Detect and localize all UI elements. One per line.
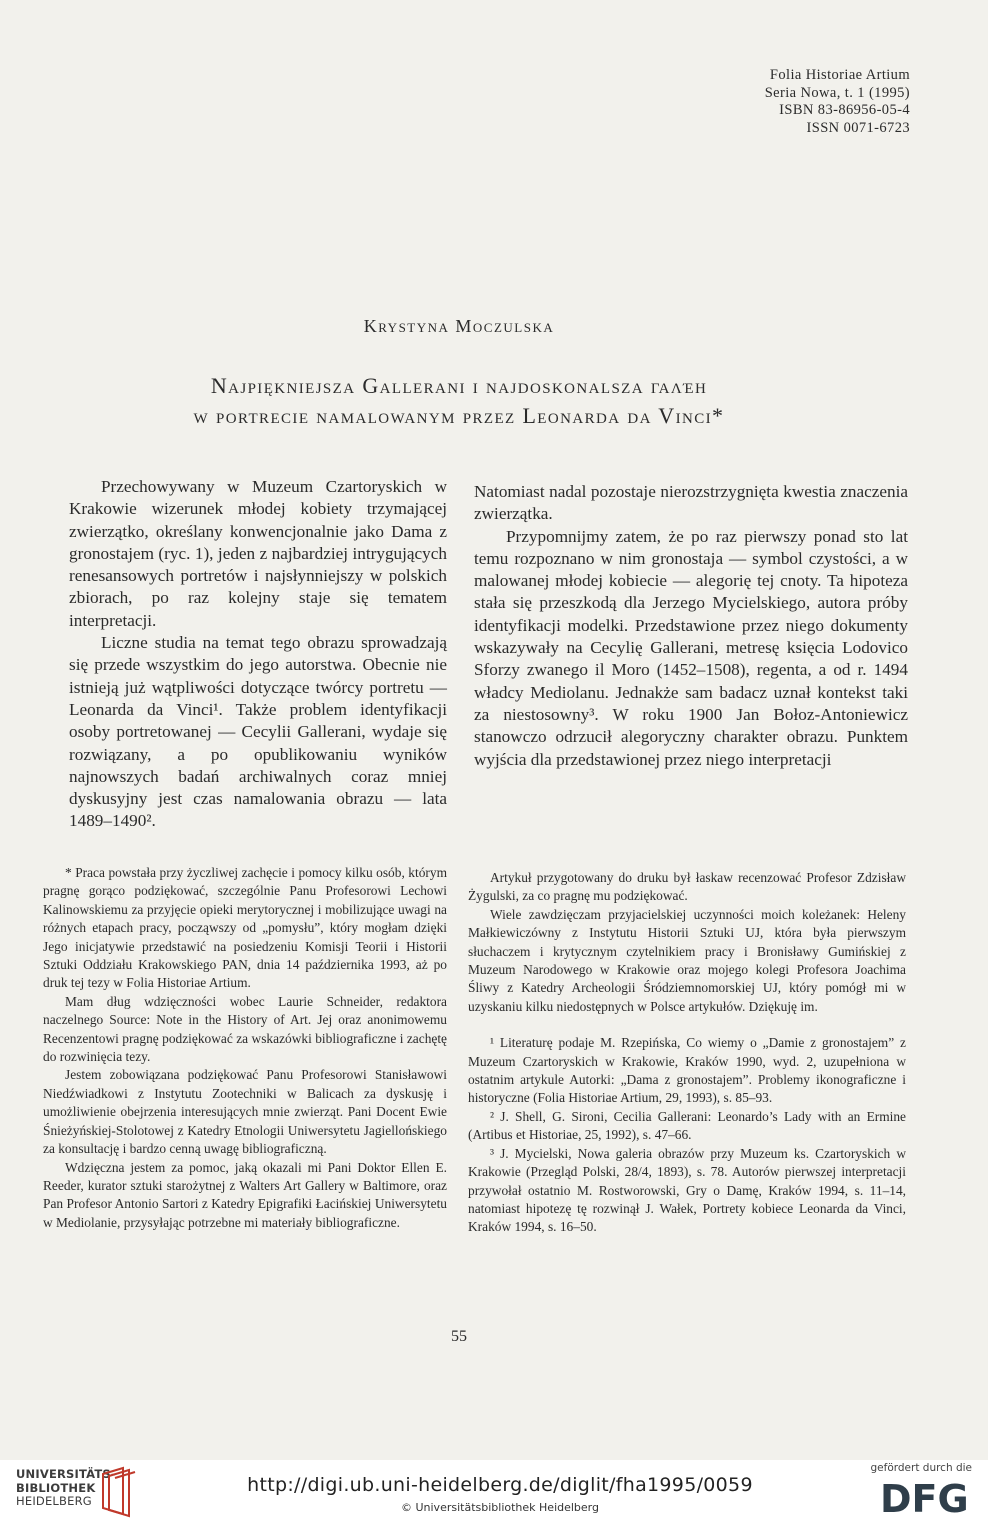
footnote-paragraph: * Praca powstała przy życzliwej zachęcie i pomocy kilku osób, którym pragnę gorąco podziękować, szczególnie Panu Profesorowi Lechowi Kalinowskiemu za przyjęcie opieki merytorycznej i mobilizujące uwagi na różnych etapach pracy, począwszy od „pomysłu”, który mogłam dzięki Jego inicjatywie przedstawić na posiedzeniu Komisji Teorii i Historii Sztuki Oddziału Krakowskiego PAN, dnia 14 października 1993, aż po druk tej tezy w Folia Historiae Artium. — [43, 865, 447, 991]
journal-series: Seria Nowa, t. 1 (1995) — [764, 84, 910, 101]
journal-info — [765, 67, 910, 137]
footnote-divider — [468, 1016, 906, 1034]
footnotes-right — [468, 869, 906, 1237]
copyright-notice: © Universitätsbibliothek Heidelberg — [400, 1501, 599, 1514]
library-logo-icon — [99, 1464, 143, 1518]
body-paragraph: Przypomnijmy zatem, że po raz pierwszy ponad sto lat temu rozpoznano w nim gronostaja — symbol czystości, a w malowanej młodej kobiecie — alegorię tej cnoty. Ta hipoteza stała się przeszkodą dla Jerzego Mycielskiego, autora próby identyfikacji modelki. Przedstawione przez niego dokumenty wskazywały na Cecylię Gallerani, metresę księcia Lodovico Sforzy zwanego il Moro (1452–1508), regenta, a od r. 1494 władcy Mediolanu. Jednakże sam badacz uznał kontekst taki za niestosowny³. W roku 1900 Jan Bołoz-Antoniewicz stanowczo odrzucił alegoryczny charakter obrazu. Punktem wyjścia dla przedstawionej przez niego interpretacji — [474, 526, 908, 769]
footnote-paragraph: Wdzięczna jestem za pomoc, jaką okazali mi Pani Doktor Ellen E. Reeder, kurator sztuki starożytnej z Walters Art Gallery w Baltimore, oraz Pan Profesor Antonio Sartori z Katedry Epigrafiki Łacińskiej Uniwersytetu w Mediolanie, przysyłając potrzebne mi materiały bibliograficzne. — [43, 1159, 447, 1230]
footnote-paragraph: Jestem zobowiązana podziękować Panu Profesorowi Stanisławowi Niedźwiadkowi z Instytutu Zootechniki w Balicach za dyskusję i umożliwienie obejrzenia interesujących mnie zwierząt. Pani Docent Ewie Śnieżyńskiej-Stolotowej z Katedry Etnologii Uniwersytetu Jagiellońskiego za konsultację i bardzo cenną uwagę bibliograficzną. — [43, 1067, 447, 1157]
library-name-line: UNIVERSITÄTS- — [16, 1467, 116, 1481]
body-paragraph: Przechowywany w Muzeum Czartoryskich w Krakowie wizerunek młodej kobiety trzymającej zwierzątko, określany konwencjonalnie jako Dama z gronostajem (ryc. 1), jeden z najbardziej intrygujących renesansowych portretów i najsłynniejszy w polskich zbiorach, po raz kolejny staje się tematem interpretacji. — [69, 477, 447, 630]
article-author: Krystyna Moczulska — [363, 316, 555, 336]
journal-isbn: ISBN 83-86956-05-4 — [779, 102, 910, 118]
page-number: 55 — [451, 1328, 467, 1345]
footnote-paragraph: ³ J. Mycielski, Nowa galeria obrazów przy Muzeum ks. Czartoryskich w Krakowie (Przegląd Polski, 28/4, 1893), s. 78. Autorów pierwszej interpretacji przywołał ostatnio M. Rostworowski, Gry o Damę, Kraków 1994, s. 11–14, natomiast hipotezę tę rozwinął J. Wałek, Portrety kobiece Leonarda da Vinci, Kraków 1994, s. 16–50. — [468, 1145, 906, 1235]
library-name-line: BIBLIOTHEK — [16, 1480, 96, 1495]
body-paragraph: Liczne studia na temat tego obrazu sprowadzają się przede wszystkim do jego autorstwa. Obecnie nie istnieją już wątpliwości dotyczące twórcy portretu — Leonarda da Vinci¹. Także problem identyfikacji osoby portretowanej — Cecylii Gallerani, wydaje się rozwiązany, a po opublikowaniu wyników najnowszych badań archiwalnych coraz mniej dyskusyjny jest czas namalowania obrazu — lata 1489–1490². — [69, 633, 447, 831]
footnote-paragraph: Artykuł przygotowany do druku był łaskaw recenzować Profesor Zdzisław Żygulski, za co pragnę mu podziękować. — [468, 870, 906, 904]
journal-name: Folia Historiae Artium — [769, 67, 910, 83]
title-line-2: w portrecie namalowanym przez Leonarda da Vinci* — [193, 403, 725, 428]
footnote-paragraph: Wiele zawdzięczam przyjacielskiej uczynności moich koleżanek: Heleny Małkiewiczówny z Instytutu Historii Sztuki UJ, która była pierwszym słuchaczem i krytycznym czytelnikiem pracy i Bronisławy Gumińskiej z Muzeum Narodowego w Krakowie oraz mojego kolegi Profesora Joachima Śliwy z Katedry Archeologii Śródziemnomorskiej UJ, który pomógł mi w uzyskaniu kilku niedostępnych w Polsce artykułów. Dziękuję im. — [468, 906, 906, 1014]
article-title — [0, 371, 918, 431]
footnote-paragraph: ¹ Literaturę podaje M. Rzepińska, Co wiemy o „Damie z gronostajem” z Muzeum Czartoryskich w Krakowie, Kraków 1990, wyd. 2, uzupełniona w ostatnim artykule Autorki: „Dama z gronostajem”. Problemy ikonograficzne i historyczne (Folia Historiae Artium, 29, 1993), s. 85–93. — [468, 1035, 906, 1106]
footnotes-left — [43, 864, 447, 1232]
body-column-right — [474, 481, 908, 771]
permalink-url[interactable]: http://digi.ub.uni-heidelberg.de/diglit/fha1995/0059 — [247, 1474, 753, 1496]
footnote-paragraph: ² J. Shell, G. Sironi, Cecilia Gallerani: Leonardo’s Lady with an Ermine (Artibus et Historiae, 25, 1992), s. 47–66. — [468, 1108, 906, 1143]
body-paragraph: Natomiast nadal pozostaje nierozstrzygnięta kwestia znaczenia zwierzątka. — [474, 482, 908, 524]
footnote-paragraph: Mam dług wdzięczności wobec Laurie Schneider, redaktora naczelnego Source: Note in the History of Art. Jej oraz anonimowemu Recenzentowi pragnę podziękować za wskazówki bibliograficzne i zachętę do rozwinięcia tezy. — [43, 993, 447, 1065]
journal-issn: ISSN 0071-6723 — [806, 119, 910, 136]
digitization-footer — [0, 1460, 988, 1522]
body-column-left — [69, 476, 447, 833]
title-line-1: Najpiękniejsza Gallerani i najdoskonalsza γαλέη — [210, 373, 708, 398]
library-name-line: HEIDELBERG — [16, 1494, 92, 1508]
funding-caption: gefördert durch die — [870, 1462, 972, 1474]
dfg-logo-text: DFG — [880, 1477, 969, 1516]
dfg-logo-icon — [880, 1476, 972, 1516]
